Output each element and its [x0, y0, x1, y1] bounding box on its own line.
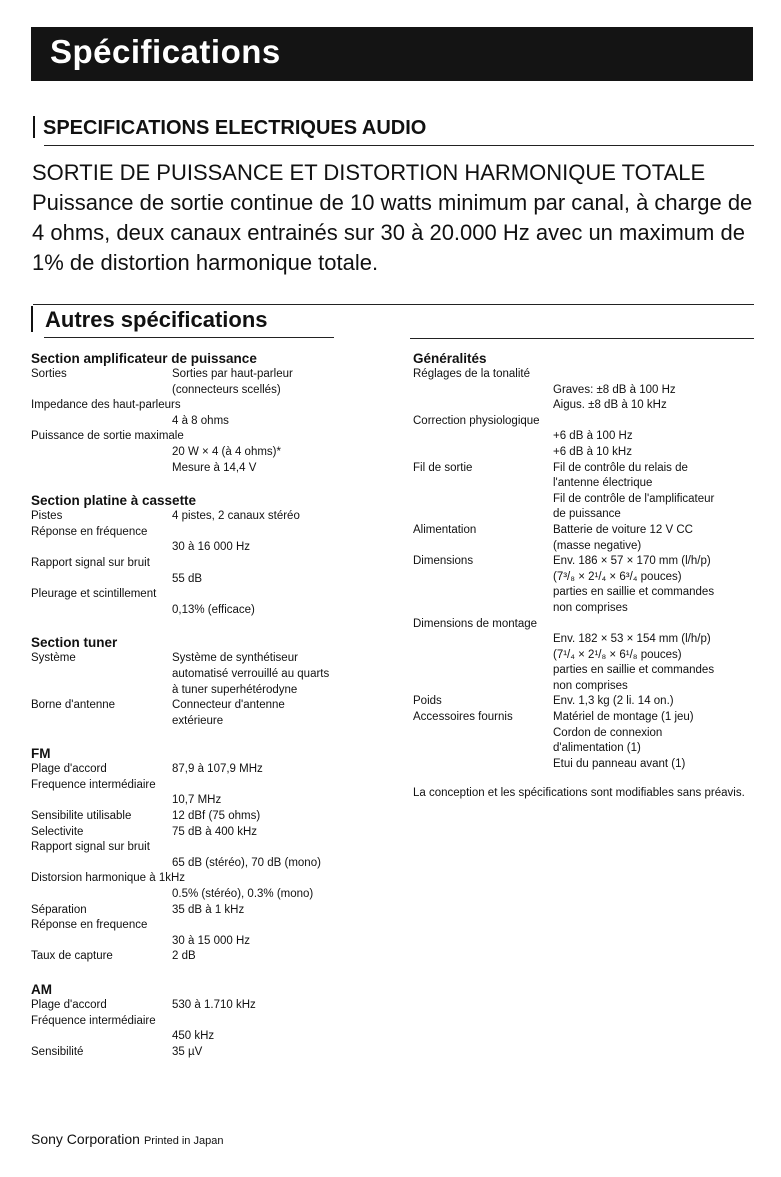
- spec-value: 30 à 15 000 Hz: [172, 934, 251, 947]
- spec-value: +6 dB à 10 kHz: [553, 445, 632, 458]
- spec-label: Correction physiologique: [413, 414, 540, 427]
- spec-label: Sensibilité: [31, 1045, 84, 1058]
- spec-value: parties en saillie et commandes: [553, 586, 715, 599]
- spec-row: [413, 523, 758, 539]
- spec-value: (masse negative): [553, 539, 642, 552]
- spec-value: Env. 1,3 kg (2 li. 14 on.): [553, 695, 674, 708]
- spec-value: extérieure: [172, 714, 224, 727]
- spec-value: parties en saillie et commandes: [553, 664, 715, 677]
- section-heading: AM: [31, 982, 52, 997]
- spec-value: 4 pistes, 2 canaux stéréo: [172, 510, 300, 523]
- spec-row: [31, 651, 381, 667]
- disclaimer-note: La conception et les spécifications sont modifiables sans préavis.: [413, 787, 745, 800]
- spec-value: 35 dB à 1 kHz: [172, 903, 245, 916]
- spec-value: 450 kHz: [172, 1030, 215, 1043]
- spec-label: Sorties: [31, 368, 67, 380]
- divider: [410, 338, 754, 339]
- section-heading: Section platine à cassette: [31, 493, 197, 509]
- spec-value: Cordon de connexion: [553, 726, 663, 739]
- spec-value: 12 dBf (75 ohms): [172, 810, 261, 823]
- spec-label: Dimensions de montage: [413, 617, 538, 630]
- spec-row: [31, 949, 381, 965]
- spec-label: Séparation: [31, 903, 87, 916]
- spec-value: 20 W × 4 (à 4 ohms)*: [172, 445, 281, 458]
- spec-label: Rapport signal sur bruit: [31, 841, 150, 854]
- section-heading: Section amplificateur de puissance: [31, 351, 257, 366]
- spec-value: Système de synthétiseur: [172, 652, 298, 665]
- spec-label: Borne d'antenne: [31, 699, 116, 712]
- heading-bar: [33, 116, 35, 138]
- spec-label: Poids: [413, 695, 442, 708]
- spec-label: Pleurage et scintillement: [31, 588, 157, 601]
- spec-value: de puissance: [553, 508, 621, 521]
- spec-row: [413, 554, 758, 570]
- section-heading: Généralités: [413, 351, 487, 366]
- spec-label: Impedance des haut-parleurs: [31, 399, 181, 412]
- spec-value: Graves: ±8 dB à 100 Hz: [553, 383, 676, 396]
- spec-row: [413, 461, 758, 477]
- spec-value: l'antenne électrique: [553, 477, 653, 490]
- spec-label: Plage d'accord: [31, 763, 107, 776]
- spec-value: d'alimentation (1): [553, 742, 641, 755]
- spec-label: Sensibilite utilisable: [31, 810, 132, 823]
- spec-value: Sorties par haut-parleur: [172, 368, 293, 380]
- spec-value: 55 dB: [172, 572, 203, 585]
- spec-label: Fréquence intermédiaire: [31, 1014, 156, 1027]
- spec-row: [31, 825, 381, 841]
- spec-row: [31, 998, 381, 1014]
- spec-value: 35 µV: [172, 1045, 203, 1058]
- spec-label: Frequence intermédiaire: [31, 778, 156, 791]
- spec-value: 10,7 MHz: [172, 794, 222, 807]
- divider: [44, 145, 754, 146]
- spec-row: [31, 903, 381, 919]
- title-banner: [31, 27, 753, 81]
- spec-value: (7³/₈ × 2¹/₄ × 6³/₄ pouces): [553, 570, 682, 583]
- spec-label: Puissance de sortie maximale: [31, 430, 184, 443]
- spec-label: Réponse en frequence: [31, 919, 148, 932]
- spec-value: Env. 182 × 53 × 154 mm (l/h/p): [553, 633, 711, 646]
- divider: [33, 304, 754, 305]
- spec-value: non comprises: [553, 679, 628, 692]
- spec-value: 2 dB: [172, 950, 196, 963]
- spec-value: 65 dB (stéréo), 70 dB (mono): [172, 856, 321, 869]
- spec-value: 530 à 1.710 kHz: [172, 999, 256, 1011]
- spec-value: Connecteur d'antenne: [172, 699, 285, 712]
- spec-value: 0,13% (efficace): [172, 603, 255, 616]
- spec-value: 0.5% (stéréo), 0.3% (mono): [172, 888, 314, 901]
- spec-value: 75 dB à 400 kHz: [172, 825, 258, 838]
- other-specs-heading-text: Autres spécifications: [45, 307, 268, 332]
- spec-row: [31, 1045, 381, 1061]
- spec-value: 4 à 8 ohms: [172, 414, 229, 427]
- spec-value: automatisé verrouillé au quarts: [172, 667, 330, 680]
- section-spacer: [31, 618, 381, 635]
- footer: [31, 1131, 223, 1147]
- spec-value: Matériel de montage (1 jeu): [553, 711, 694, 724]
- section-spacer: [31, 476, 381, 493]
- other-specs-heading: [31, 306, 268, 333]
- spec-row: [31, 698, 381, 714]
- spec-label: Réponse en fréquence: [31, 525, 148, 538]
- spec-value: Aigus. ±8 dB à 10 kHz: [553, 399, 667, 412]
- section-spacer: [31, 729, 381, 746]
- spec-value: 30 à 16 000 Hz: [172, 541, 251, 554]
- divider: [44, 337, 334, 338]
- specs-column-left: [31, 351, 381, 1060]
- spec-row: [413, 694, 758, 710]
- audio-specs-heading-text: SPECIFICATIONS ELECTRIQUES AUDIO: [43, 117, 427, 139]
- power-output-statement: SORTIE DE PUISSANCE ET DISTORTION HARMONIQUE TOTALE Puissance de sortie continue de 10 watts minimum par canal, à charge de 4 ohms, deux canaux entrainés sur 30 à 20.000 Hz avec un maximum de 1% de distortion harmonique totale.: [32, 160, 753, 275]
- section-spacer: [31, 965, 381, 982]
- spec-label: Système: [31, 652, 76, 665]
- spec-label: Selectivite: [31, 825, 84, 838]
- audio-specs-heading: [33, 116, 426, 140]
- spec-value: +6 dB à 100 Hz: [553, 430, 633, 443]
- company-name: Sony Corporation: [31, 1131, 140, 1147]
- spec-label: Rapport signal sur bruit: [31, 556, 150, 569]
- spec-label: Pistes: [31, 510, 63, 523]
- spec-value: Fil de contrôle de l'amplificateur: [553, 492, 715, 505]
- spec-row: [31, 762, 381, 778]
- section-heading: FM: [31, 746, 51, 762]
- spec-row: [31, 809, 381, 825]
- spec-label: Alimentation: [413, 523, 477, 536]
- spec-label: Distorsion harmonique à 1kHz: [31, 872, 186, 885]
- spec-value: Batterie de voiture 12 V CC: [553, 523, 693, 536]
- heading-bar: [31, 306, 33, 332]
- spec-value: à tuner superhétérodyne: [172, 683, 298, 696]
- spec-value: Fil de contrôle du relais de: [553, 461, 688, 474]
- spec-value: (connecteurs scellés): [172, 383, 281, 396]
- spec-value: Etui du panneau avant (1): [553, 757, 686, 770]
- printed-note: Printed in Japan: [143, 1135, 224, 1147]
- spec-value: Mesure à 14,4 V: [172, 461, 257, 474]
- spec-label: Réglages de la tonalité: [413, 368, 530, 380]
- spec-row: [31, 509, 381, 525]
- spec-label: Taux de capture: [31, 950, 113, 963]
- spec-value: (7¹/₄ × 2¹/₈ × 6¹/₈ pouces): [553, 648, 682, 661]
- specs-column-right: [413, 351, 758, 802]
- spec-row: [31, 367, 381, 383]
- page-title: Spécifications: [50, 33, 281, 70]
- spec-label: Dimensions: [413, 555, 474, 568]
- spec-label: Plage d'accord: [31, 999, 107, 1011]
- spec-value: Env. 186 × 57 × 170 mm (l/h/p): [553, 555, 711, 568]
- spec-label: Fil de sortie: [413, 461, 473, 474]
- spec-value: non comprises: [553, 601, 628, 614]
- section-heading: Section tuner: [31, 635, 118, 651]
- spec-label: Accessoires fournis: [413, 711, 513, 724]
- spec-row: [413, 710, 758, 726]
- spec-value: 87,9 à 107,9 MHz: [172, 763, 263, 776]
